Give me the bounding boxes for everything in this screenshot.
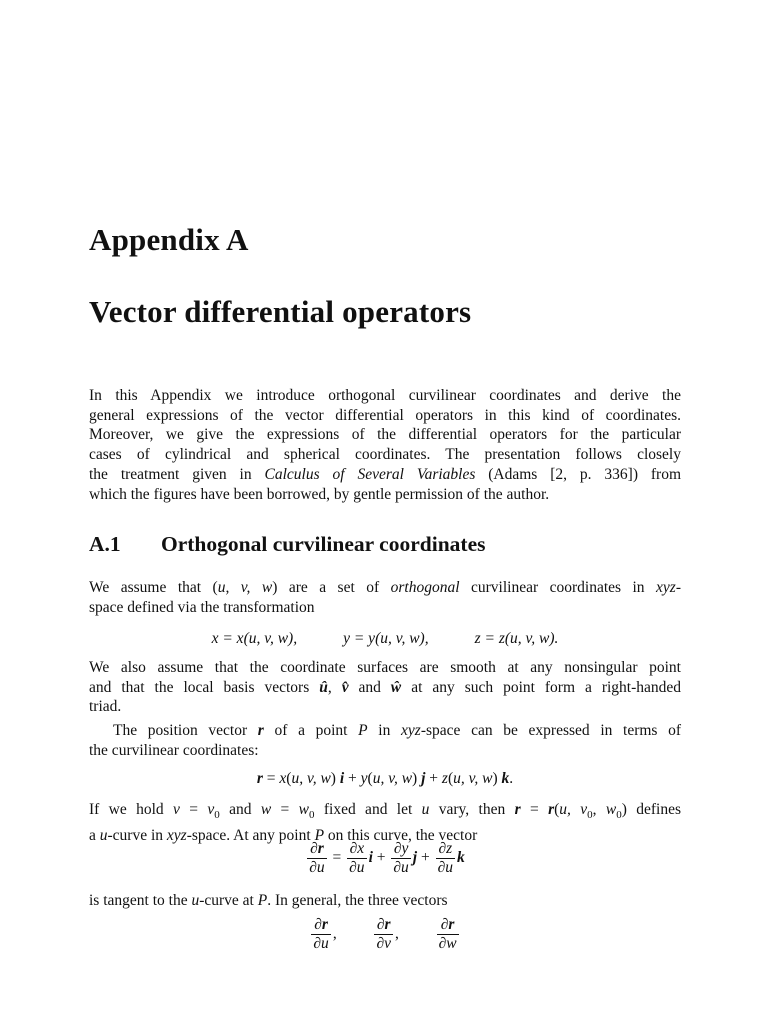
equation-transformation: x = x(u, v, w), y = y(u, v, w), z = z(u, v, w). [211,630,559,647]
intro-line: general expressions of the vector differential operators in this kind of coordinates. [89,406,681,424]
chapter-title: Vector differential operators [89,294,472,329]
paragraph-basis: We also assume that the coordinate surfaces are smooth at any nonsingular point and that the local basis vectors û, v̂ and ŵ at any such point form a right-handed triad. [89,659,682,716]
chapter-label: Appendix A [89,222,249,257]
equation-position-vector: r = x(u, v, w) i + y(u, v, w) j + z(u, v, w) k. [256,770,514,787]
section-heading [89,532,485,557]
intro-line: the treatment given in Calculus of Several Variables (Adams [2, p. 336]) from [89,465,681,483]
paragraph-assumption: We assume that (u, v, w) are a set of orthogonal curvilinear coordinates in xyz- space defined via the transformation [89,579,681,616]
section-number: A.1 [89,532,121,556]
equation-tangent-vector: $\frac{\partial r}{\partial u}$ = $\frac{\partial x}{\partial u}$ i + $\frac{\partial y}{\partial u}$ j + $\frac{\partial z}{\partial u}$ k [309,840,465,876]
intro-line: cases of cylindrical and spherical coordinates. The presentation follows closely [89,446,681,464]
intro-line: Moreover, we give the expressions of the differential operators for the particular [89,426,681,444]
equation-three-vectors: $\frac{\partial r}{\partial u}$ , $\frac{\partial r}{\partial v}$ , $\frac{\partial r}{\partial w}$ [313,916,457,952]
paragraph-tangent: is tangent to the u-curve at P. In general, the three vectors [89,892,448,909]
intro-line: which the figures have been borrowed, by gentle permission of the author. [89,485,550,503]
section-title: Orthogonal curvilinear coordinates [161,532,486,556]
book-title: Calculus of Several Variables [264,465,476,483]
paragraph-u-curve: If we hold $v = v_0$ and $w = w_0$ fixed and let u vary, then r = r(u, $v_0$, $w_0$) defines a u-curve in xyz-space. At any point P on this curve, the vector [89,801,682,844]
intro-line: In this Appendix we introduce orthogonal curvilinear coordinates and derive the [89,387,681,404]
intro-paragraph [89,386,681,504]
paragraph-position: The position vector r of a point P in xyz-space can be expressed in terms of the curvilinear coordinates: [89,722,682,759]
